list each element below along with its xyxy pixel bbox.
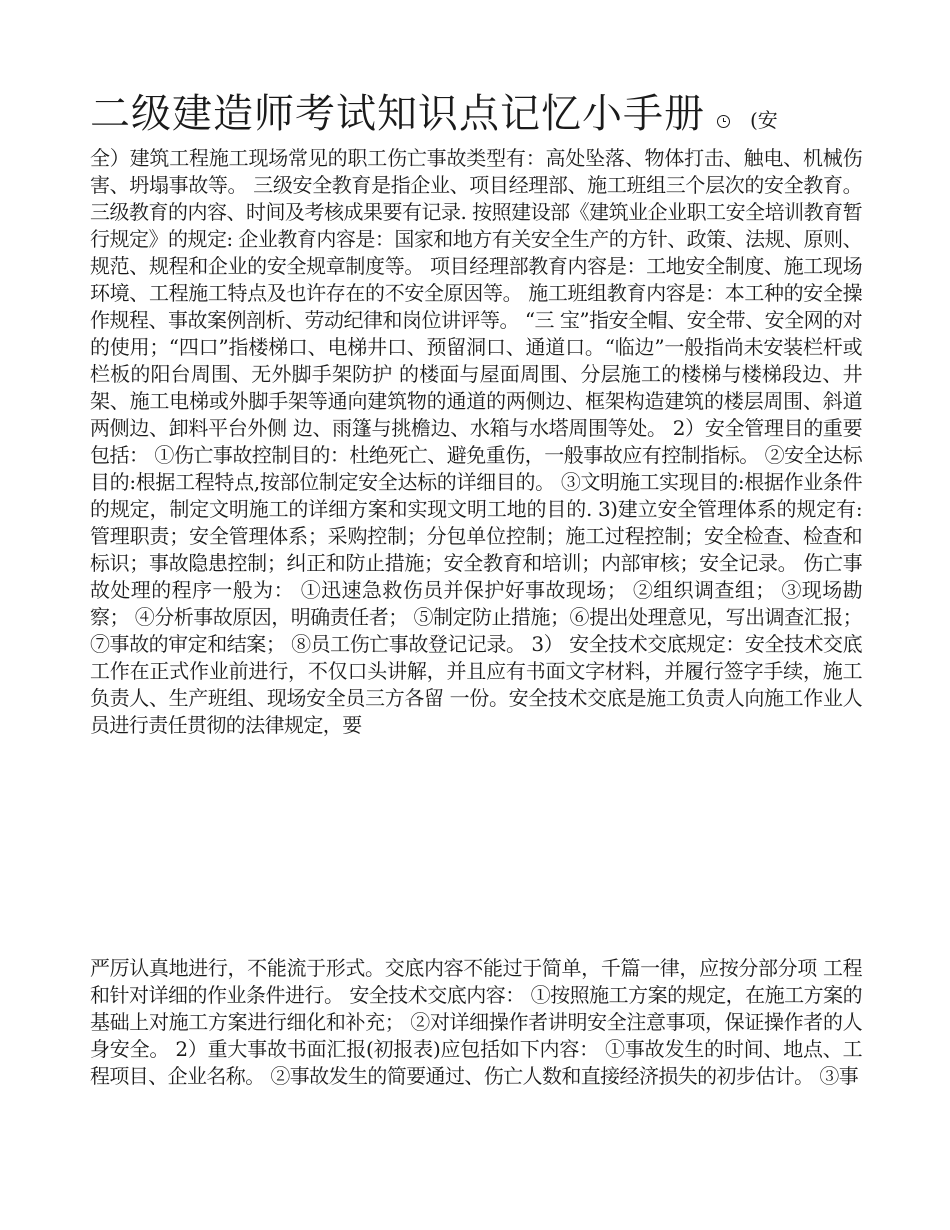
document-title: 二级建造师考试知识点记忆小手册	[90, 91, 705, 137]
body-paragraph: 全）建筑工程施工现场常见的职工伤亡事故类型有：高处坠落、物体打击、触电、机械伤害、坍塌事故等。 三级安全教育是指企业、项目经理部、施工班组三个层次的安全教育。三级教育的内容、时间及考核成果要有记录. 按照建设部《建筑业企业职工安全培训教育暂行规定》的规定: 企业教育内容是：国家和地方有关安全生产的方针、政策、法规、原则、规范、规程和企业的安全规章制度等。 项目经理部教育内容是：工地安全制度、施工现场环境、工程施工特点及也许存在的不安全原因等。 施工班组教育内容是：本工种的安全操作规程、事故案例剖析、劳动纪律和岗位讲评等。 “三 宝”指安全帽、安全带、安全网的对的使用；“四口”指楼梯口、电梯井口、预留洞口、通道口。“临边”一般指尚未安装栏杆或栏板的阳台周围、无外脚手架防护 的楼面与屋面周围、分层施工的楼梯与楼梯段边、井架、施工电梯或外脚手架等通向建筑物的通道的两侧边、框架构造建筑的楼层周围、斜道两侧边、卸料平台外侧 边、雨篷与挑檐边、水箱与水塔周围等处。 2）安全管理目的重要包括： ①伤亡事故控制目的：杜绝死亡、避免重伤，一般事故应有控制指标。 ②安全达标目的:根据工程特点,按部位制定安全达标的详细目的。 ③文明施工实现目的:根据作业条件的规定，制定文明施工的详细方案和实现文明工地的目的. 3)建立安全管理体系的规定有:管理职责；安全管理体系；采购控制；分包单位控制；施工过程控制；安全检查、检查和标识；事故隐患控制；纠正和防止措施；安全教育和培训；内部审核；安全记录。 伤亡事故处理的程序一般为： ①迅速急救伤员并保护好事故现场； ②组织调查组； ③现场勘察； ④分析事故原因，明确责任者； ⑤制定防止措施；⑥提出处理意见，写出调查汇报； ⑦事故的审定和结案； ⑧员工伤亡事故登记记录。 3） 安全技术交底规定：安全技术交底工作在正式作业前进行，不仅口头讲解，并且应有书面文字材料，并履行签字手续，施工负责人、生产班组、现场安全员三方各留 一份。安全技术交底是施工负责人向施工作业人员进行责任贯彻的法律规定，要	[90, 146, 862, 737]
title-row	[90, 90, 860, 138]
clock-icon	[717, 115, 730, 128]
body-paragraph: 严厉认真地进行，不能流于形式。交底内容不能过于简单，千篇一律，应按分部分项 工程和针对详细的作业条件进行。 安全技术交底内容： ①按照施工方案的规定，在施工方案的基础上对施工方案进行细化和补充； ②对详细操作者讲明安全注意事项，保证操作者的人身安全。 2）重大事故书面汇报(初报表)应包括如下内容： ①事故发生的时间、地点、工程项目、企业名称。 ②事故发生的简要通过、伤亡人数和直接经济损失的初步估计。 ③事	[90, 956, 862, 1088]
title-tail-text: (安	[750, 108, 778, 132]
